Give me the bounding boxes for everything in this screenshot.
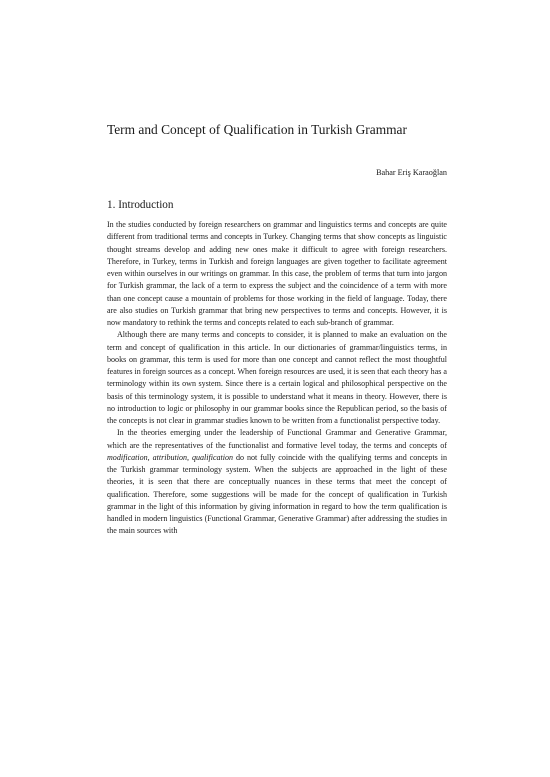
- paragraph-3: [107, 427, 447, 537]
- paragraph-2: Although there are many terms and concepts to consider, it is planned to make an evaluation on the term and concept of qualification in this article. In our dictionaries of grammar/linguistics terms, in books on grammar, this term is used for more than one concept and cannot reflect the most thoughtful features in foreign sources as a concept. When foreign resources are used, it is seen that each theory has a terminology within its own system. Since there is a certain logical and philosophical perspective on the basis of this terminology system, it is possible to understand what it means in theory. However, there is no introduction to logic or philosophy in our grammar books since the Republican period, so the basis of the concepts is not clear in grammar studies known to be written from a functionalist perspective today.: [107, 330, 447, 425]
- paragraph-3-italic-terms: modification, attribution, qualification: [107, 452, 234, 462]
- paragraph-1: In the studies conducted by foreign researchers on grammar and linguistics terms and concepts are quite different from traditional terms and concepts in Turkey. Changing terms that show concepts as linguistic thought streams develop and adding new ones make it difficult to agree with foreign researchers. Therefore, in Turkey, terms in Turkish and foreign languages are given together to facilitate agreement even within ourselves in our writings on grammar. In this case, the problem of terms that turn into jargon for Turkish grammar, the lack of a term to express the subject and the coincidence of a term with more than one concept cause a mountain of problems for those working in the field of language. Today, there are also studies on Turkish grammar that bring new perspectives to terms and concepts. However, it is now mandatory to rethink the terms and concepts related to each sub-branch of grammar.: [107, 220, 447, 327]
- paragraph-3-text-end: do not fully coincide with the qualifying terms and concepts in the Turkish grammar terminology system. When the subjects are approached in the light of these theories, it is seen that there are conceptually nuances in these terms that meet the concept of qualification. Therefore, some suggestions will be made for the concept of qualification in Turkish grammar in the light of this information by giving information in regard to how the term qualification is handled in modern linguistics (Functional Grammar, Generative Grammar) after addressing the studies in the main sources with: [107, 452, 447, 536]
- body-text: [107, 219, 447, 538]
- paragraph-3-text-start: In the theories emerging under the leadership of Functional Grammar and Generative Grammar, which are the representatives of the functionalist and formative level today, the terms and concepts of: [107, 428, 447, 450]
- section-heading-introduction: 1. Introduction: [107, 199, 174, 211]
- paper-title: Term and Concept of Qualification in Turkish Grammar: [107, 122, 407, 137]
- author-name: Bahar Eriş Karaoğlan: [376, 168, 447, 177]
